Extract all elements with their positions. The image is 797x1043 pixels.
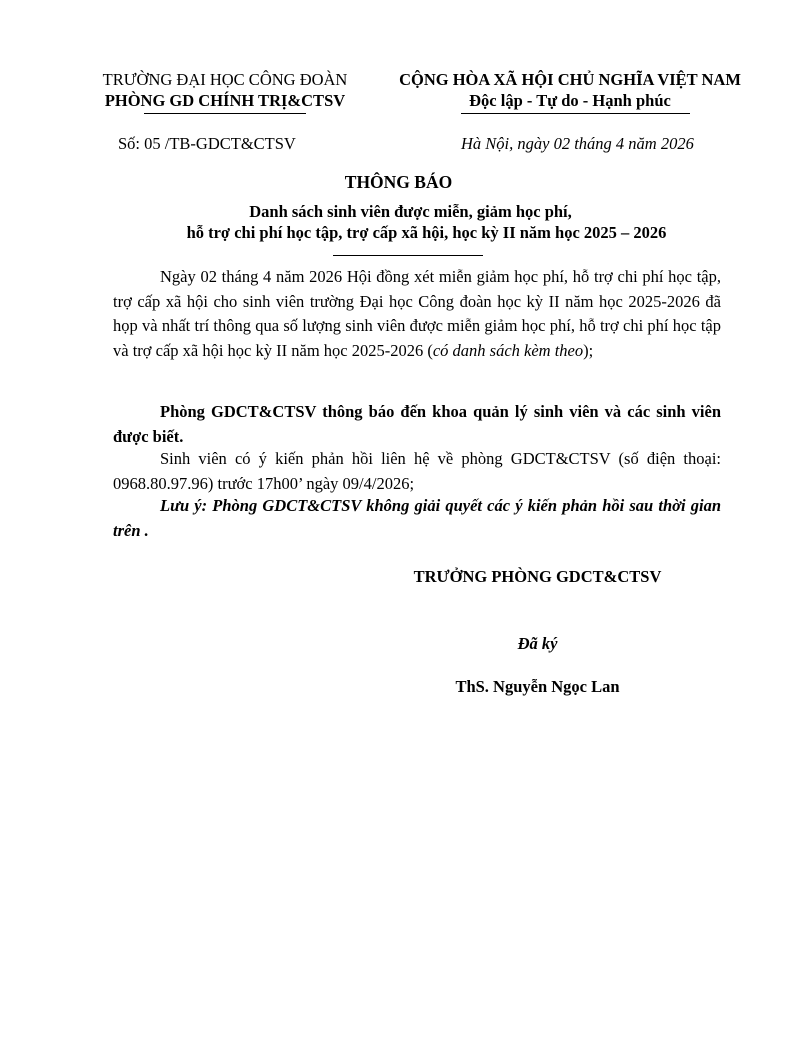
header-left-underline: [144, 113, 306, 114]
header-left: [70, 70, 380, 112]
paragraph-feedback-contact: Sinh viên có ý kiến phản hồi liên hệ về phòng GDCT&CTSV (số điện thoại: 0968.80.97.96) trước 17h00’ ngày 09/4/2026;: [113, 449, 721, 493]
header-right-underline: [461, 113, 690, 114]
signed-mark: Đã ký: [517, 634, 558, 653]
paragraph-notification: Phòng GDCT&CTSV thông báo đến khoa quản lý sinh viên và các sinh viên được biết.: [113, 402, 721, 446]
paragraph-note: Lưu ý: Phòng GDCT&CTSV không giải quyết các ý kiến phản hồi sau thời gian trên .: [113, 496, 721, 540]
department-name: PHÒNG GD CHÍNH TRỊ&CTSV: [104, 91, 346, 110]
country-name: CỘNG HÒA XÃ HỘI CHỦ NGHĨA VIỆT NAM: [399, 70, 741, 89]
paragraph-council-text: Ngày 02 tháng 4 năm 2026 Hội đồng xét miễn giảm học phí, hỗ trợ chi phí học tập, trợ cấp xã hội cho sinh viên trường Đại học Công đoàn học kỳ II năm học 2025-2026 đã họp và nhất trí thông qua số lượng sinh viên được miễn giảm học phí, hỗ trợ chi phí học tập và trợ cấp xã hội học kỳ II năm học 2025-2026 (: [113, 267, 721, 360]
document-number: Số: 05 /TB-GDCT&CTSV: [118, 134, 296, 153]
document-title: THÔNG BÁO: [344, 172, 453, 192]
attachment-note: có danh sách kèm theo: [432, 340, 584, 360]
document-subtitle-line2: hỗ trợ chi phí học tập, trợ cấp xã hội, học kỳ II năm học 2025 – 2026: [186, 223, 667, 242]
university-name: TRƯỜNG ĐẠI HỌC CÔNG ĐOÀN: [102, 70, 348, 89]
document-subtitle-line1: Danh sách sinh viên được miễn, giảm học phí,: [249, 202, 572, 221]
signer-name: ThS. Nguyễn Ngọc Lan: [455, 677, 620, 696]
signature-title: TRƯỞNG PHÒNG GDCT&CTSV: [413, 567, 662, 586]
header-right: [378, 70, 762, 112]
title-underline: [333, 255, 483, 256]
paragraph-council-end: );: [583, 340, 594, 360]
place-date: Hà Nội, ngày 02 tháng 4 năm 2026: [461, 134, 694, 153]
paragraph-council-decision: [113, 265, 721, 363]
national-motto: Độc lập - Tự do - Hạnh phúc: [469, 91, 671, 110]
